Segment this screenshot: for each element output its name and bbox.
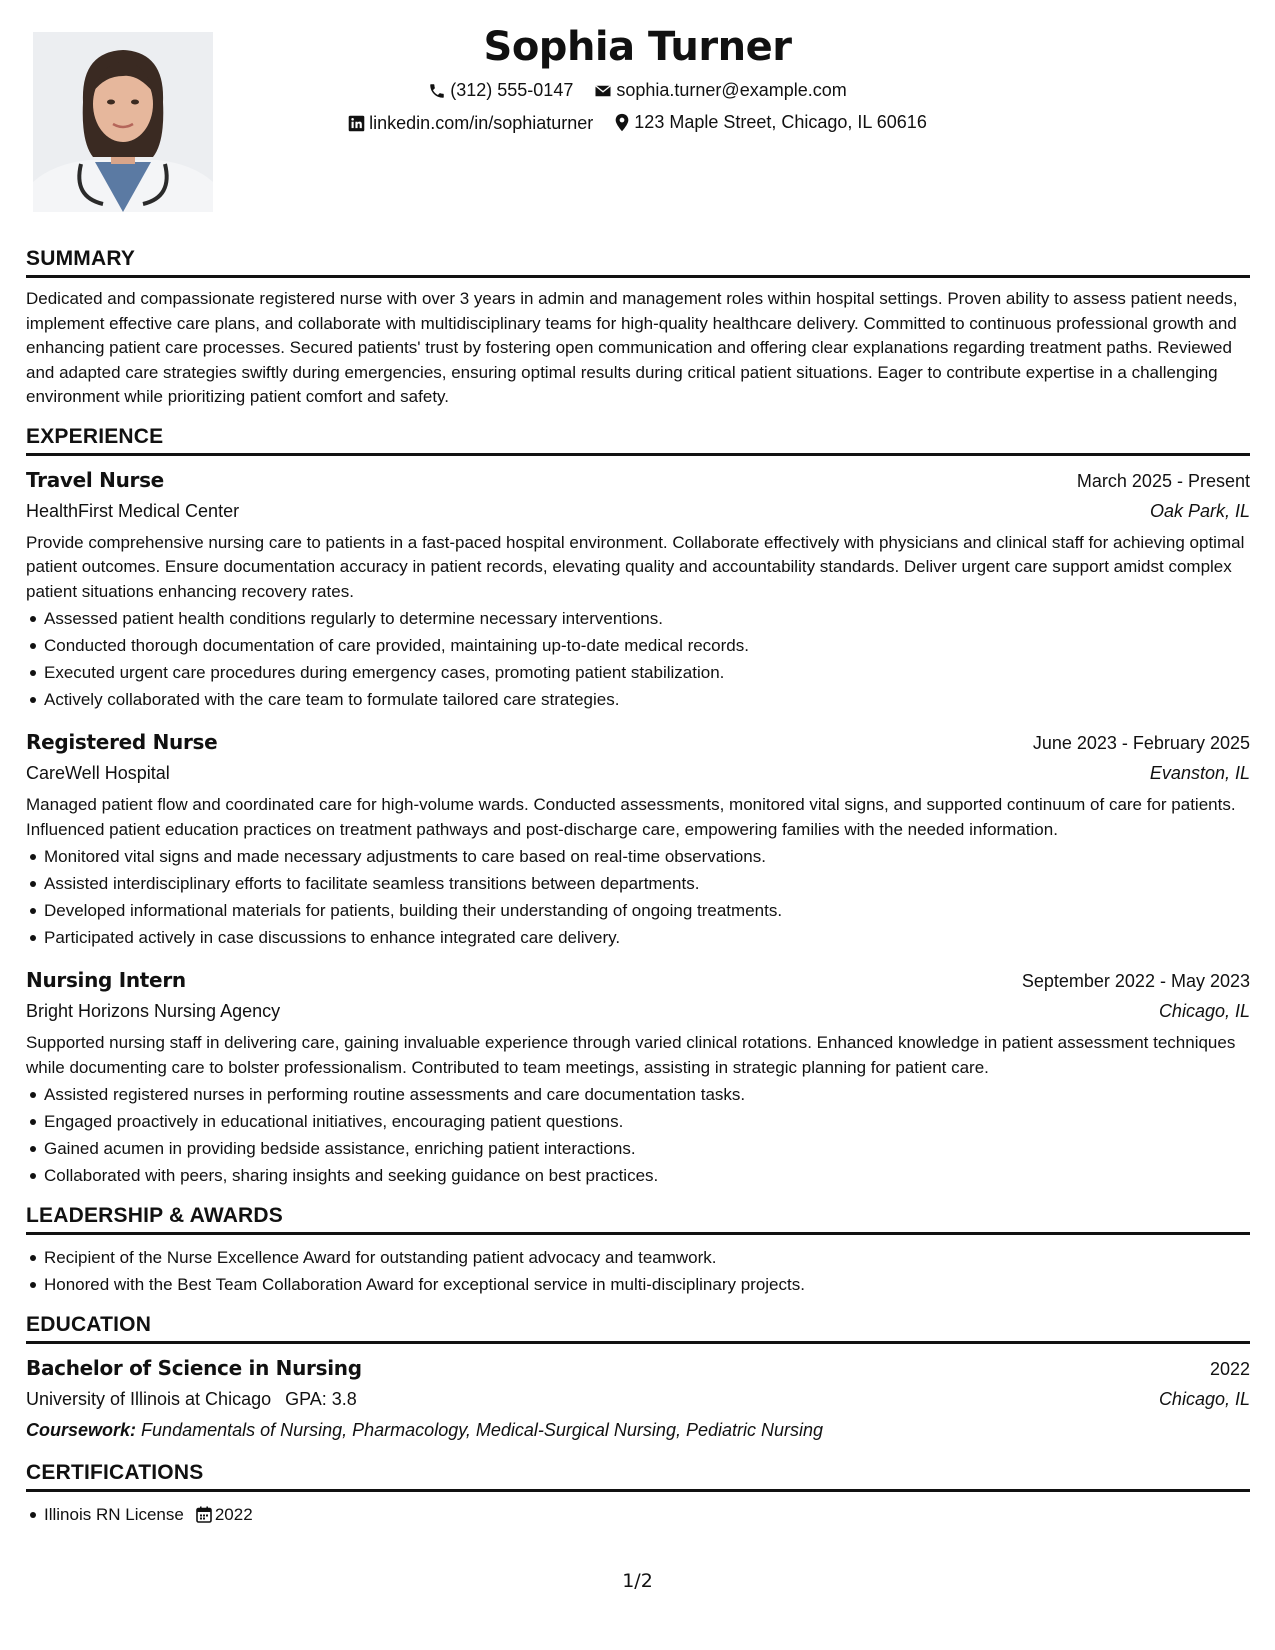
experience-section [26, 424, 1250, 1190]
calendar-icon [196, 1506, 212, 1523]
candidate-name: Sophia Turner [483, 24, 792, 70]
job-location: Chicago, IL [1158, 1001, 1250, 1021]
list-item: Participated actively in case discussions to enhance integrated care delivery. [26, 924, 1250, 951]
map-pin-icon [614, 113, 630, 132]
awards-section [26, 1203, 1250, 1298]
list-item: Honored with the Best Team Collaboration Award for exceptional service in multi-disciplinary projects. [26, 1271, 1250, 1298]
degree-title: Bachelor of Science in Nursing [26, 1356, 362, 1380]
linkedin-contact[interactable] [348, 113, 593, 134]
page-number: 1/2 [622, 1570, 653, 1592]
company-name: Bright Horizons Nursing Agency [26, 1001, 281, 1021]
phone-text: (312) 555-0147 [450, 80, 574, 100]
job-bullets [26, 1081, 1250, 1189]
job-title: Registered Nurse [26, 730, 218, 754]
list-item: Actively collaborated with the care team to formulate tailored care strategies. [26, 686, 1250, 713]
section-title-experience: EXPERIENCE [26, 424, 1250, 456]
job-title: Nursing Intern [26, 968, 186, 992]
job-entry [26, 465, 1250, 714]
section-title-awards: LEADERSHIP & AWARDS [26, 1203, 1250, 1235]
company-name: HealthFirst Medical Center [26, 500, 240, 521]
coursework-list: Fundamentals of Nursing, Pharmacology, Medical-Surgical Nursing, Pediatric Nursing [141, 1420, 824, 1440]
job-description: Provide comprehensive nursing care to patients in a fast-paced hospital environment. Collaborate effectively with physicians and clinical staff for achieving optimal patient outcomes. Ensure documentation accuracy in patient records, elevating quality and accountability standards. Deliver urgent care support amidst complex patient situations enhancing recovery rates. [26, 532, 1245, 601]
list-item: Assessed patient health conditions regularly to determine necessary interventions. [26, 605, 1250, 632]
job-date: June 2023 - February 2025 [1032, 733, 1250, 753]
job-date: March 2025 - Present [1076, 470, 1250, 491]
gpa-value: GPA: 3.8 [285, 1389, 357, 1409]
certifications-section [26, 1460, 1250, 1528]
address-text: 123 Maple Street, Chicago, IL 60616 [634, 112, 927, 132]
summary-section [26, 246, 1250, 410]
phone-contact[interactable] [428, 80, 573, 101]
address-contact [614, 112, 927, 133]
list-item: Gained acumen in providing bedside assistance, enriching patient interactions. [26, 1135, 1250, 1162]
job-location: Evanston, IL [1149, 763, 1250, 783]
list-item [26, 1501, 1250, 1528]
envelope-icon [594, 82, 612, 100]
list-item: Assisted registered nurses in performing routine assessments and care documentation tasks. [26, 1081, 1250, 1108]
section-title-summary: SUMMARY [26, 246, 1250, 278]
job-location: Oak Park, IL [1149, 500, 1250, 521]
list-item: Assisted interdisciplinary efforts to facilitate seamless transitions between departments. [26, 870, 1250, 897]
linkedin-text: linkedin.com/in/sophiaturner [369, 113, 594, 133]
section-title-education: EDUCATION [26, 1312, 1250, 1344]
job-entry [26, 727, 1250, 951]
job-bullets [26, 843, 1250, 951]
certification-name: Illinois RN License [44, 1505, 184, 1524]
resume-body [26, 246, 1250, 1542]
list-item: Engaged proactively in educational initiatives, encouraging patient questions. [26, 1108, 1250, 1135]
job-description: Supported nursing staff in delivering care, gaining invaluable experience through varied clinical rotations. Enhanced knowledge in patient assessment techniques while documenting care to bolster professionalism. Contributed to team meetings, assisting in strategic planning for patient care. [26, 1033, 1236, 1077]
linkedin-icon [348, 115, 365, 132]
coursework-label: Coursework: [26, 1420, 137, 1440]
list-item: Recipient of the Nurse Excellence Award for outstanding patient advocacy and teamwork. [26, 1244, 1250, 1271]
email-contact[interactable] [594, 80, 846, 101]
contact-line-2 [0, 112, 1275, 137]
section-title-certifications: CERTIFICATIONS [26, 1460, 1250, 1492]
school-location: Chicago, IL [1158, 1389, 1250, 1409]
list-item: Conducted thorough documentation of care provided, maintaining up-to-date medical records. [26, 632, 1250, 659]
email-text: sophia.turner@example.com [616, 80, 847, 100]
summary-text: Dedicated and compassionate registered nurse with over 3 years in admin and management roles within hospital settings. Proven ability to assess patient needs, implement effective care plans, and collaborate with multidisciplinary teams for high-quality healthcare delivery. Committed to continuous professional growth and enhancing patient care processes. Secured patients' trust by fostering open communication and offering clear explanations regarding treatment paths. Reviewed and adapted care strategies swiftly during emergencies, ensuring optimal results during critical patient situations. Eager to contribute expertise in a challenging environment while prioritizing patient comfort and safety. [26, 289, 1238, 406]
job-bullets [26, 605, 1250, 713]
job-description: Managed patient flow and coordinated care for high-volume wards. Conducted assessments, monitored vital signs, and supported continuum of care for patients. Influenced patient education practices on treatment pathways and post-discharge care, empowering families with the needed information. [26, 795, 1236, 839]
education-section [26, 1312, 1250, 1446]
awards-list [26, 1244, 1250, 1298]
graduation-year: 2022 [1209, 1359, 1250, 1379]
resume-header [0, 0, 1275, 230]
company-name: CareWell Hospital [26, 763, 170, 783]
list-item: Monitored vital signs and made necessary adjustments to care based on real-time observations. [26, 843, 1250, 870]
job-date: September 2022 - May 2023 [1021, 971, 1250, 991]
list-item: Executed urgent care procedures during emergency cases, promoting patient stabilization. [26, 659, 1250, 686]
certifications-list [26, 1501, 1250, 1528]
list-item: Developed informational materials for patients, building their understanding of ongoing treatments. [26, 897, 1250, 924]
certification-year: 2022 [214, 1505, 253, 1524]
job-entry [26, 965, 1250, 1189]
school-name: University of Illinois at Chicago [26, 1389, 272, 1409]
coursework-line [26, 1414, 1250, 1446]
list-item: Collaborated with peers, sharing insights and seeking guidance on best practices. [26, 1162, 1250, 1189]
contact-line-1 [0, 80, 1275, 105]
phone-icon [428, 82, 446, 100]
job-title: Travel Nurse [26, 467, 164, 492]
